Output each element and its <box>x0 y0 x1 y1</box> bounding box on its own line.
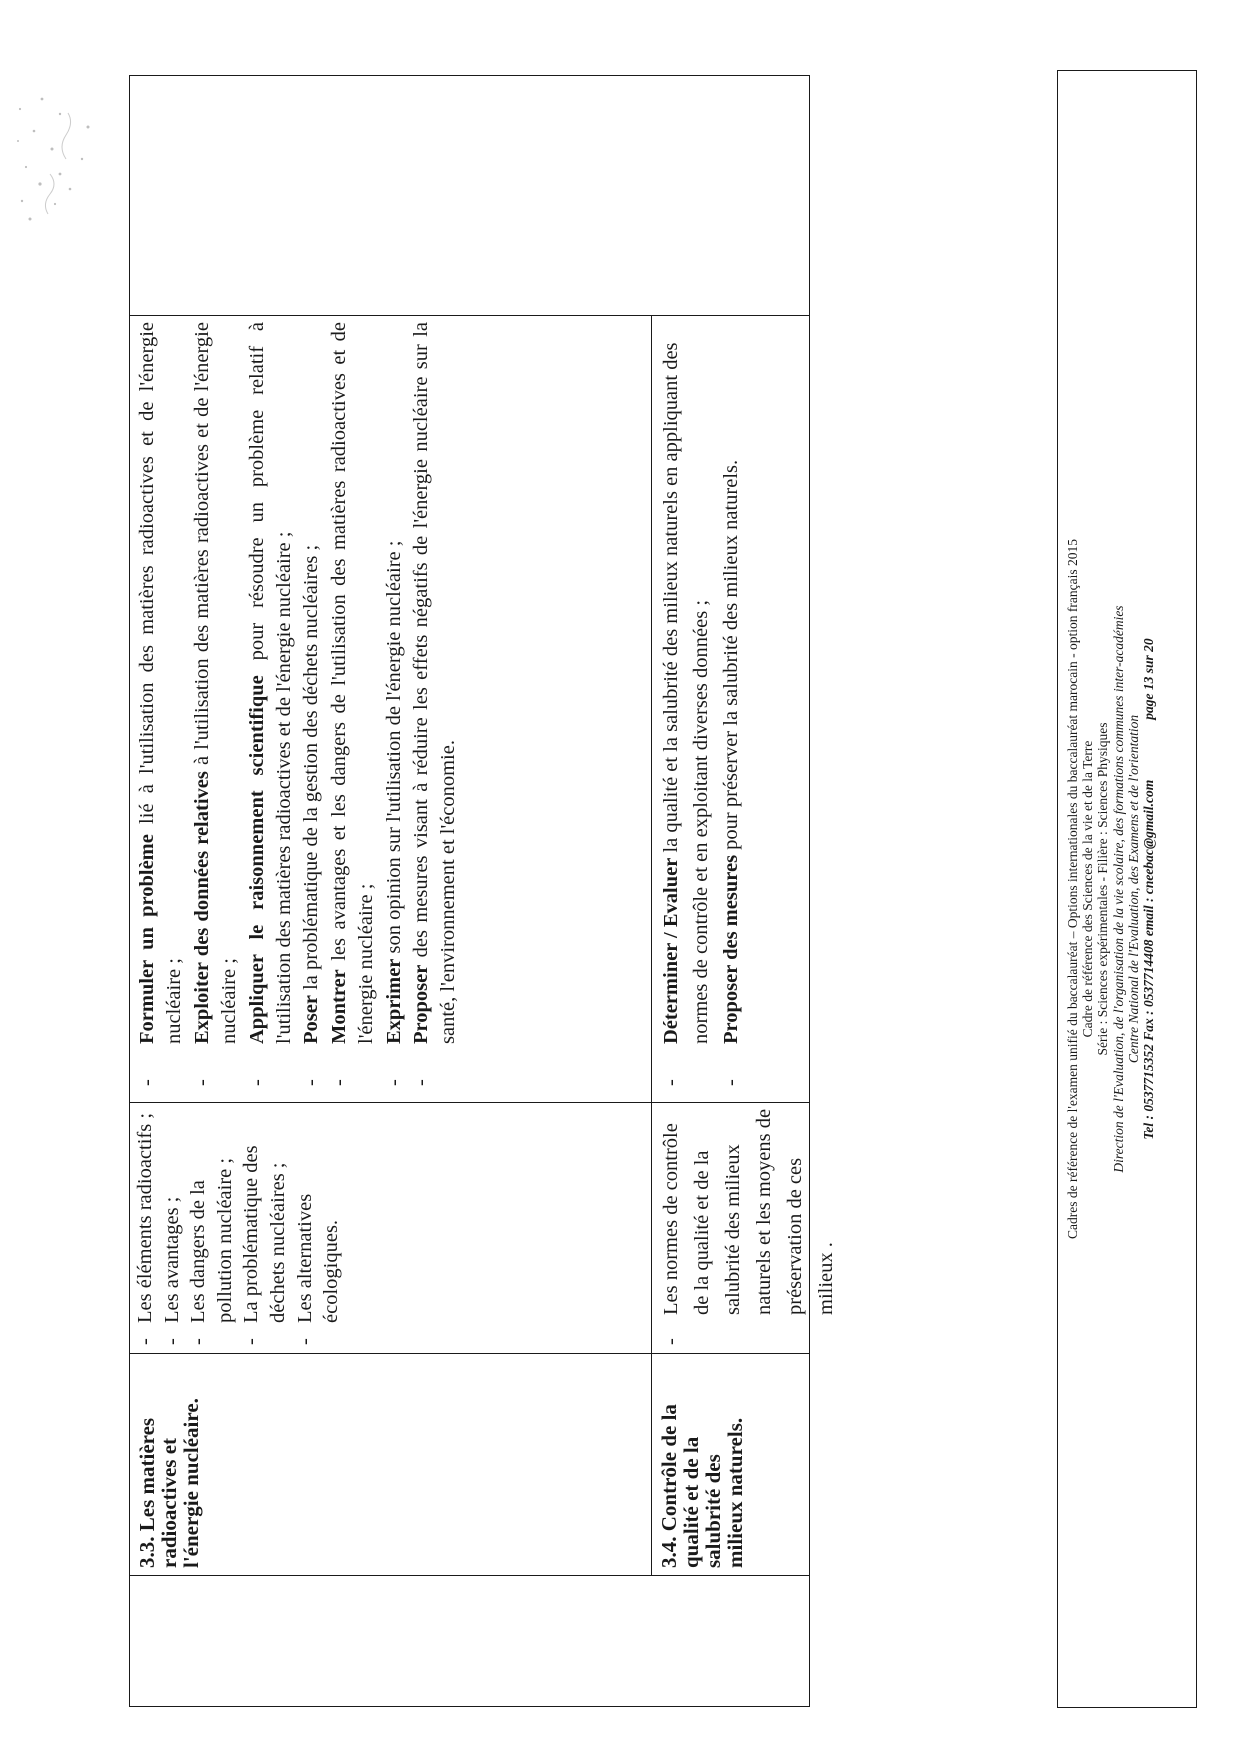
row1-subtitle <box>136 1356 641 1568</box>
page-footer <box>1057 70 1197 1708</box>
subtitle-line: salubrité des <box>701 1454 725 1568</box>
objective-verb: Exprimer <box>382 958 405 1044</box>
objective-text: pour résoudre un problème relatif à l'utilisation des matières radioactives et de l'énergie nucléaire ; <box>245 321 296 1044</box>
contents-list <box>132 1107 345 1345</box>
objective-verb: Déterminer / Evaluer <box>660 857 682 1044</box>
row-divider <box>651 316 652 1576</box>
row1-objectives <box>134 322 649 1092</box>
list-item <box>326 322 381 1092</box>
contents-list <box>656 1107 842 1345</box>
list-item: - Les avantages ; <box>159 1107 186 1345</box>
objective-text: lié à l'utilisation des matières radioactives et de l'énergie nucléaire ; <box>136 322 186 1044</box>
list-item: - Les alternatives écologiques. <box>292 1107 345 1345</box>
row2-contents <box>656 1107 837 1345</box>
objective-verb: Proposer des mesures <box>720 854 742 1044</box>
objective-text: des mesures visant à réduire les effets négatifs de l'énergie nucléaire sur la santé, l'environnement et l'économie. <box>410 322 460 1044</box>
footer-contact-row <box>1141 71 1156 1707</box>
footer-direction: Direction de l'Evaluation, de l'organisation de la vie scolaire, des formations communes inter-académies <box>1110 605 1126 1173</box>
list-item <box>134 322 189 1092</box>
objective-verb: Poser <box>300 995 323 1044</box>
objective-text: la qualité et la salubrité des milieux naturels en appliquant des normes de contrôle et en exploitant diverses données ; <box>660 342 712 1044</box>
list-item: - Les éléments radioactifs ; <box>132 1107 159 1345</box>
list-item: - Les dangers de la pollution nucléaire ; <box>185 1107 238 1345</box>
list-item <box>716 322 746 1092</box>
list-item <box>189 322 244 1092</box>
list-item <box>244 322 299 1092</box>
list-item <box>408 322 463 1092</box>
objective-text: pour préserver la salubrité des milieux naturels. <box>720 459 742 855</box>
page-number: page 13 sur 20 <box>1141 638 1157 720</box>
objective-text: son opinion sur l'utilisation de l'énergie nucléaire ; <box>382 540 405 959</box>
col-divider-4 <box>130 315 809 316</box>
footer-title: Cadres de référence de l'examen unifié du baccalauréat – Options internationales du baccalauréat marocain - option français 2015 <box>1065 539 1080 1239</box>
subtitle-line: l'énergie nucléaire. <box>179 1398 203 1568</box>
subtitle-line: 3.3. Les matières <box>135 1417 159 1568</box>
objective-verb: Montrer <box>327 969 350 1044</box>
row1-contents <box>132 1107 647 1345</box>
subtitle-line: milieux naturels. <box>723 1417 747 1568</box>
list-item: - La problématique des déchets nucléaires ; <box>238 1107 291 1345</box>
objective-text: à l'utilisation des matières radioactives et de l'énergie nucléaire ; <box>190 322 241 1044</box>
footer-subtitle: Cadre de référence des Sciences de la vie et de la Terre <box>1080 740 1096 1038</box>
list-item: - Les normes de contrôle de la qualité et de la salubrité des milieux naturels et les moyens de préservation de ces milieux . <box>656 1107 842 1345</box>
subtitle-line: 3.4. Contrôle de la <box>657 1404 681 1568</box>
footer-series: Série : Sciences expérimentales - Filière : Sciences Physiques <box>1095 722 1111 1056</box>
list-item <box>381 322 408 1092</box>
footer-contact: Tel : 0537715352 Fax : 0537714408 email : cneebac@gmail.com <box>1141 779 1157 1140</box>
objectives-list <box>656 322 746 1092</box>
col-divider-3 <box>130 1102 809 1103</box>
row2-objectives <box>656 322 808 1092</box>
objective-verb: Proposer <box>410 964 433 1044</box>
row2-subtitle <box>658 1356 806 1568</box>
objective-verb: Formuler un problème <box>136 834 158 1044</box>
subtitle-line: radioactives et <box>157 1437 181 1568</box>
objectives-list <box>134 322 463 1092</box>
col-divider-1 <box>130 1575 809 1576</box>
objective-verb: Appliquer le raisonnement scientifique <box>245 675 268 1044</box>
footer-center: Centre National de l'Evaluation, des Examens et de l'orientation <box>1125 714 1141 1064</box>
curriculum-table <box>129 75 837 1707</box>
objective-text: la problématique de la gestion des déchets nucléaires ; <box>300 544 323 996</box>
objective-text: les avantages et les dangers de l'utilisation des matières radioactives et de l'énergie nucléaire ; <box>327 322 378 1044</box>
col-divider-2 <box>130 1353 809 1354</box>
subtitle-line: qualité et de la <box>679 1436 703 1568</box>
stamp-mark <box>0 59 110 259</box>
list-item <box>298 322 325 1092</box>
objective-verb: Exploiter des données relatives <box>190 771 213 1044</box>
list-item <box>656 322 716 1092</box>
